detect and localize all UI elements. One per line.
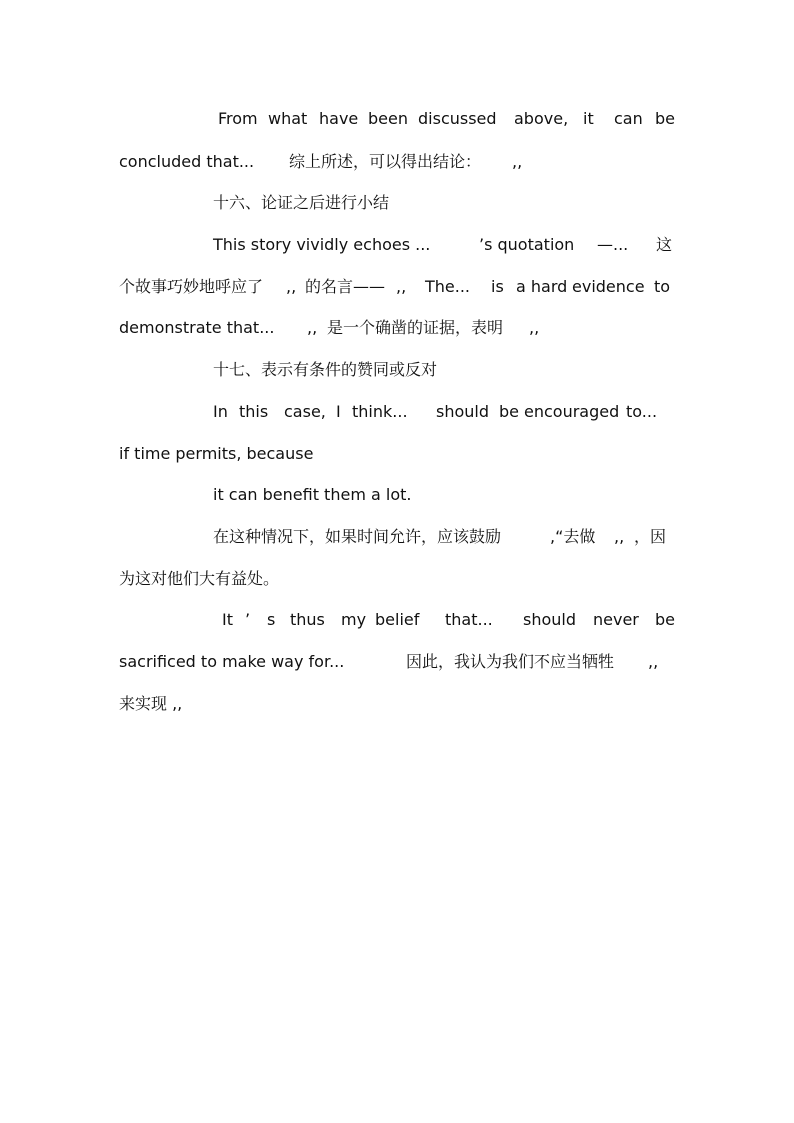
text-fragment: ,,	[286, 277, 297, 296]
text-fragment: From	[218, 109, 258, 128]
text-fragment: this	[239, 402, 269, 421]
heading-text: 十六、论证之后进行小结	[213, 193, 390, 212]
text-fragment: I	[336, 402, 341, 421]
text-fragment: ,,	[529, 318, 540, 337]
text-fragment: 因此，我认为我们不应当牺牲	[406, 652, 615, 671]
text-fragment: It	[222, 610, 233, 629]
text-fragment: above,	[514, 109, 569, 128]
text-fragment: belief	[375, 610, 420, 629]
text-fragment: if time permits, because	[119, 444, 314, 463]
text-fragment: be	[655, 109, 675, 128]
text-fragment: it	[583, 109, 594, 128]
text-fragment: concluded that...	[119, 152, 255, 171]
text-fragment: can	[614, 109, 643, 128]
text-fragment: ，因	[634, 527, 667, 546]
text-fragment: what	[268, 109, 308, 128]
text-fragment: ,,	[648, 652, 659, 671]
text-fragment: 的名言——	[305, 277, 386, 296]
text-fragment: thus	[290, 610, 325, 629]
text-fragment: ,,	[512, 152, 523, 171]
text-fragment: is	[491, 277, 504, 296]
text-fragment: demonstrate that...	[119, 318, 275, 337]
text-fragment: encouraged	[524, 402, 620, 421]
text-fragment: —...	[597, 235, 629, 254]
text-fragment: This story vividly echoes ...	[213, 235, 431, 254]
text-fragment: case,	[284, 402, 326, 421]
text-fragment: discussed	[418, 109, 497, 128]
text-fragment: should	[523, 610, 577, 629]
text-fragment: it can benefit them a lot.	[213, 485, 412, 504]
text-fragment: 在这种情况下，如果时间允许，应该鼓励	[213, 527, 502, 546]
text-fragment: 来实现 ,,	[119, 694, 183, 713]
text-fragment: 是一个确凿的证据，表明	[327, 318, 504, 337]
heading-text: 十七、表示有条件的赞同或反对	[213, 360, 438, 379]
text-fragment: sacrificed to make way for...	[119, 652, 345, 671]
text-fragment: 综上所述，可以得出结论：	[289, 152, 482, 171]
text-fragment: that...	[445, 610, 493, 629]
text-fragment: In	[213, 402, 228, 421]
text-fragment: should	[436, 402, 490, 421]
text-fragment: have	[319, 109, 359, 128]
text-fragment: ’	[245, 610, 251, 629]
text-fragment: ,“去做	[550, 527, 596, 546]
text-fragment: ’s quotation	[479, 235, 575, 254]
text-fragment: ,,	[307, 318, 318, 337]
text-fragment: my	[341, 610, 367, 629]
text-fragment: to...	[626, 402, 658, 421]
text-fragment: 个故事巧妙地呼应了	[119, 277, 264, 296]
text-fragment: be	[499, 402, 519, 421]
text-fragment: evidence	[572, 277, 645, 296]
text-fragment: The...	[425, 277, 471, 296]
text-fragment: to	[654, 277, 671, 296]
text-fragment: been	[368, 109, 408, 128]
text-fragment: ,,	[396, 277, 407, 296]
text-fragment: ,,	[614, 527, 625, 546]
text-fragment: 为这对他们大有益处。	[119, 569, 280, 588]
text-fragment: think...	[352, 402, 408, 421]
text-fragment: never	[593, 610, 639, 629]
text-fragment: be	[655, 610, 675, 629]
text-fragment: a hard	[516, 277, 568, 296]
text-fragment: s	[267, 610, 276, 629]
text-fragment: 这	[656, 235, 673, 254]
